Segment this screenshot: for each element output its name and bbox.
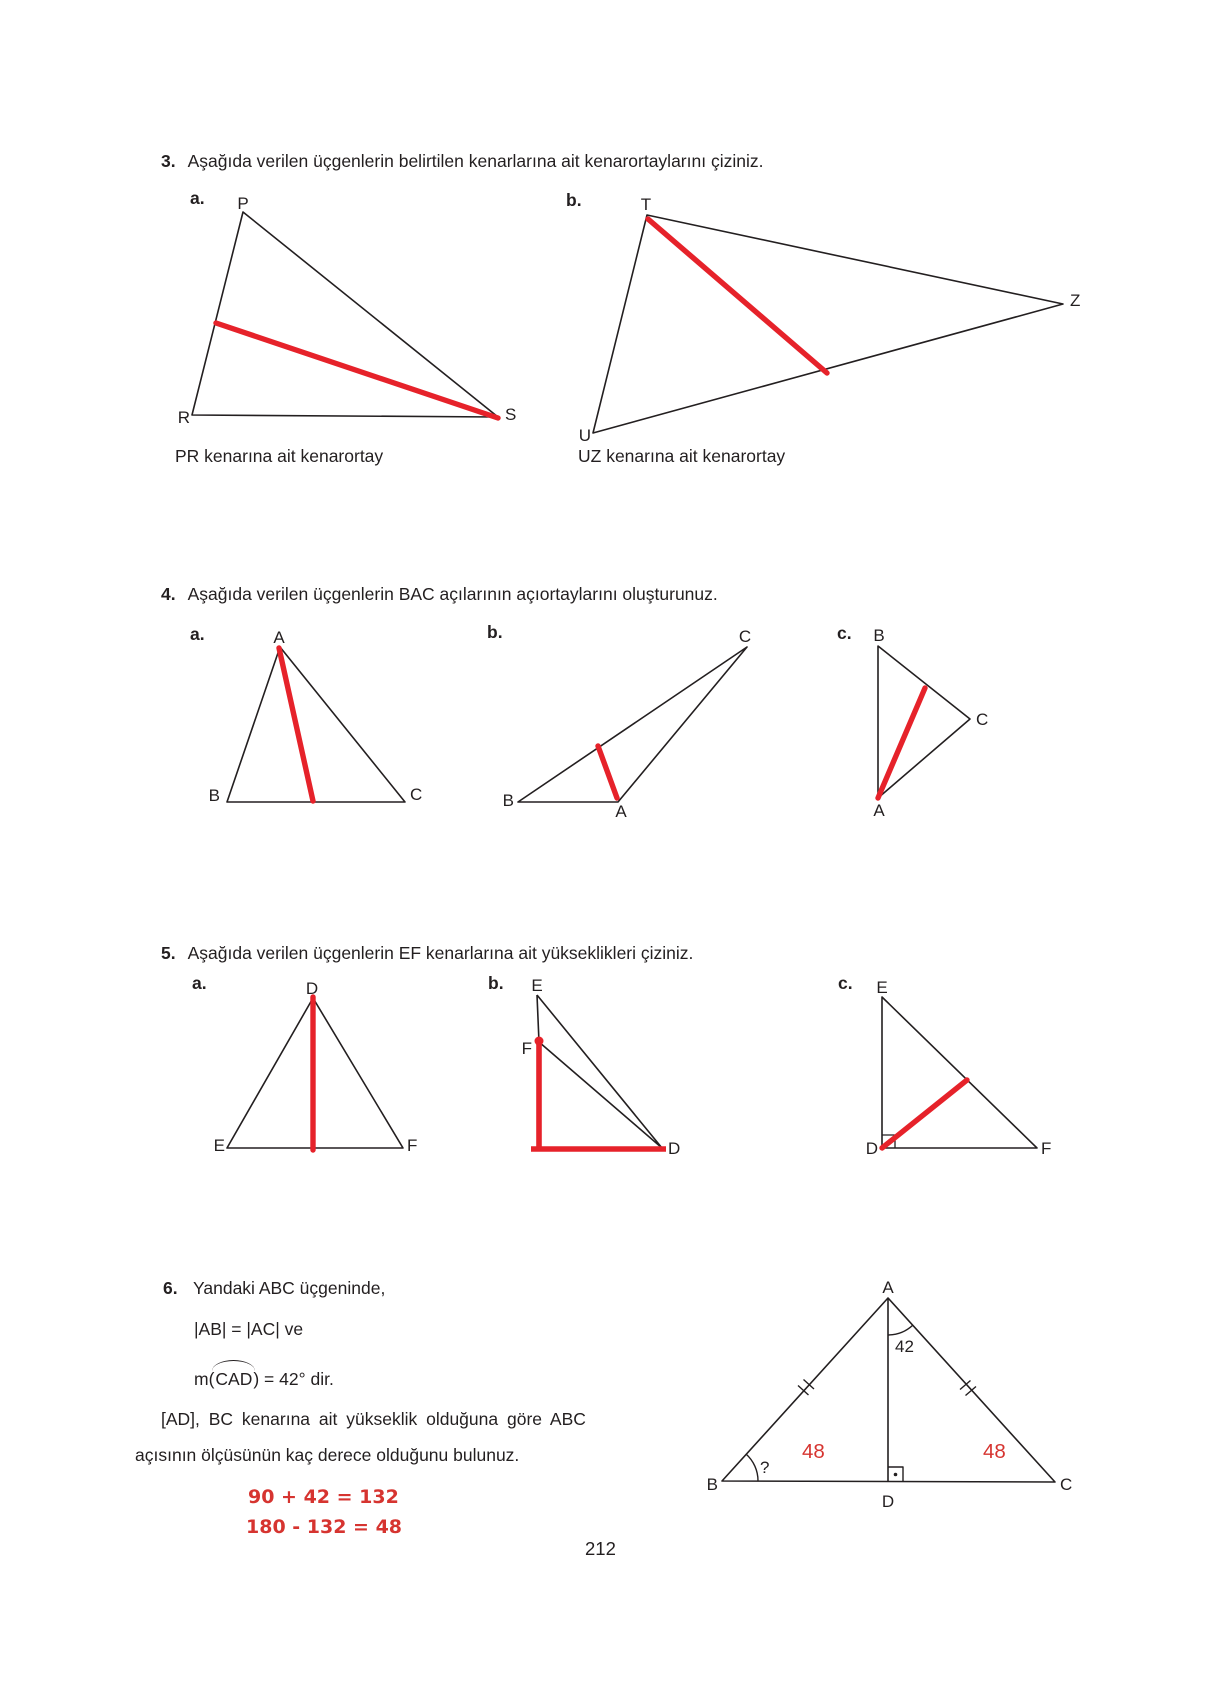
- vertex-label-c: C: [410, 785, 423, 804]
- vertex-label-b: B: [706, 1475, 718, 1494]
- question-6-given-1: |AB| = |AC| ve: [194, 1319, 304, 1339]
- figure-3b-triangle-tuz: [545, 185, 1100, 470]
- angle-bisector-bac: [279, 648, 313, 801]
- triangle-abc-outline: [878, 646, 970, 798]
- unknown-angle-label: ?: [760, 1458, 770, 1477]
- answer-48-right: 48: [983, 1440, 1006, 1463]
- triangle-def-outline: [882, 997, 1037, 1148]
- vertex-label-p: P: [237, 194, 249, 213]
- figure-3a-tag: a.: [190, 188, 205, 208]
- answer-48-left: 48: [802, 1440, 825, 1463]
- figure-3a-caption: PR kenarına ait kenarortay: [175, 446, 384, 466]
- figure-5a-triangle-def: [165, 970, 440, 1165]
- question-5-number: 5.: [161, 943, 176, 963]
- vertex-label-a: A: [615, 802, 627, 821]
- question-5-text: Aşağıda verilen üçgenlerin EF kenarlarına ait yükseklikleri çiziniz.: [187, 943, 694, 963]
- vertex-label-s: S: [505, 405, 517, 424]
- angle-42-label: 42: [895, 1337, 914, 1356]
- question-6-body-2: açısının ölçüsünün kaç derece olduğunu bulunuz.: [135, 1445, 520, 1465]
- angle-arc-at-a: [888, 1325, 913, 1335]
- solution-line-2: 180 - 132 = 48: [246, 1516, 403, 1538]
- triangle-tuz-outline: [593, 215, 1063, 433]
- vertex-label-c: C: [976, 710, 989, 729]
- question-6-given-2: [194, 1368, 334, 1390]
- figure-4b-triangle-abc: [455, 620, 770, 821]
- vertex-label-z: Z: [1070, 291, 1081, 310]
- figure-6-triangle-abc: [660, 1265, 1100, 1515]
- figure-4a-triangle-abc: [165, 620, 440, 815]
- solution-line-1: 90 + 42 = 132: [248, 1486, 399, 1508]
- figure-5a-tag: a.: [192, 973, 207, 993]
- question-6-intro: Yandaki ABC üçgeninde,: [193, 1278, 386, 1298]
- figure-5b-triangle-def: [470, 970, 760, 1165]
- vertex-label-b: B: [502, 791, 514, 810]
- question-4-text: Aşağıda verilen üçgenlerin BAC açılarının açıortaylarını oluşturunuz.: [187, 584, 718, 604]
- question-6-number: 6.: [163, 1278, 178, 1298]
- angle-notation-prefix: m(: [194, 1369, 215, 1389]
- vertex-label-f: F: [407, 1136, 418, 1155]
- angle-bisector-bac: [598, 746, 617, 798]
- question-5-title: [161, 942, 693, 964]
- figure-5b-tag: b.: [488, 973, 504, 993]
- vertex-label-f: F: [521, 1039, 532, 1058]
- figure-4b-tag: b.: [487, 622, 503, 642]
- question-3-number: 3.: [161, 151, 176, 171]
- angle-arc-at-b: [746, 1454, 758, 1481]
- vertex-label-d: D: [865, 1139, 878, 1158]
- vertex-label-a: A: [873, 801, 885, 820]
- figure-5c-tag: c.: [838, 973, 853, 993]
- figure-5c-triangle-def: [790, 970, 1080, 1165]
- vertex-label-e: E: [213, 1136, 225, 1155]
- question-4-title: [161, 583, 718, 605]
- angle-bisector-bac: [878, 688, 925, 798]
- figure-4c-triangle-abc: [790, 620, 1080, 820]
- vertex-label-u: U: [578, 426, 591, 445]
- vertex-label-d: D: [305, 979, 319, 998]
- median-to-side-pr: [216, 323, 498, 418]
- triangle-def-outline: [537, 995, 662, 1148]
- question-3-text: Aşağıda verilen üçgenlerin belirtilen kenarlarına ait kenarortaylarını çiziniz.: [187, 151, 764, 171]
- vertex-label-f: F: [1041, 1139, 1052, 1158]
- foot-point-marker: [535, 1037, 544, 1046]
- right-angle-dot: [894, 1473, 898, 1477]
- triangle-abc-outline: [518, 647, 747, 802]
- question-3-title: [161, 150, 763, 172]
- page-number: 212: [585, 1538, 616, 1559]
- angle-notation-suffix: ) = 42° dir.: [253, 1369, 334, 1389]
- vertex-label-t: T: [640, 195, 652, 214]
- vertex-label-a: A: [273, 628, 285, 647]
- vertex-label-e: E: [531, 976, 543, 995]
- vertex-label-c: C: [738, 627, 752, 646]
- figure-3b-caption: UZ kenarına ait kenarortay: [578, 446, 786, 466]
- altitude-to-ef: [882, 1080, 967, 1148]
- vertex-label-c: C: [1060, 1475, 1073, 1494]
- vertex-label-r: R: [177, 408, 190, 427]
- question-4-number: 4.: [161, 584, 176, 604]
- angle-name-with-arc: CAD: [215, 1369, 253, 1389]
- median-to-side-uz: [648, 219, 827, 373]
- triangle-prs-outline: [192, 212, 498, 417]
- vertex-label-d: D: [668, 1139, 681, 1158]
- figure-4c-tag: c.: [837, 623, 852, 643]
- figure-3a-triangle-prs: [150, 185, 530, 435]
- question-6-body-1: [AD], BC kenarına ait yükseklik olduğuna göre ABC: [161, 1409, 586, 1429]
- vertex-label-b: B: [873, 626, 885, 645]
- vertex-label-b: B: [208, 786, 220, 805]
- triangle-abc-outline: [227, 647, 405, 802]
- figure-4a-tag: a.: [190, 624, 205, 644]
- vertex-label-d: D: [881, 1492, 895, 1511]
- figure-3b-tag: b.: [566, 190, 582, 210]
- vertex-label-a: A: [882, 1278, 894, 1297]
- vertex-label-e: E: [876, 978, 888, 997]
